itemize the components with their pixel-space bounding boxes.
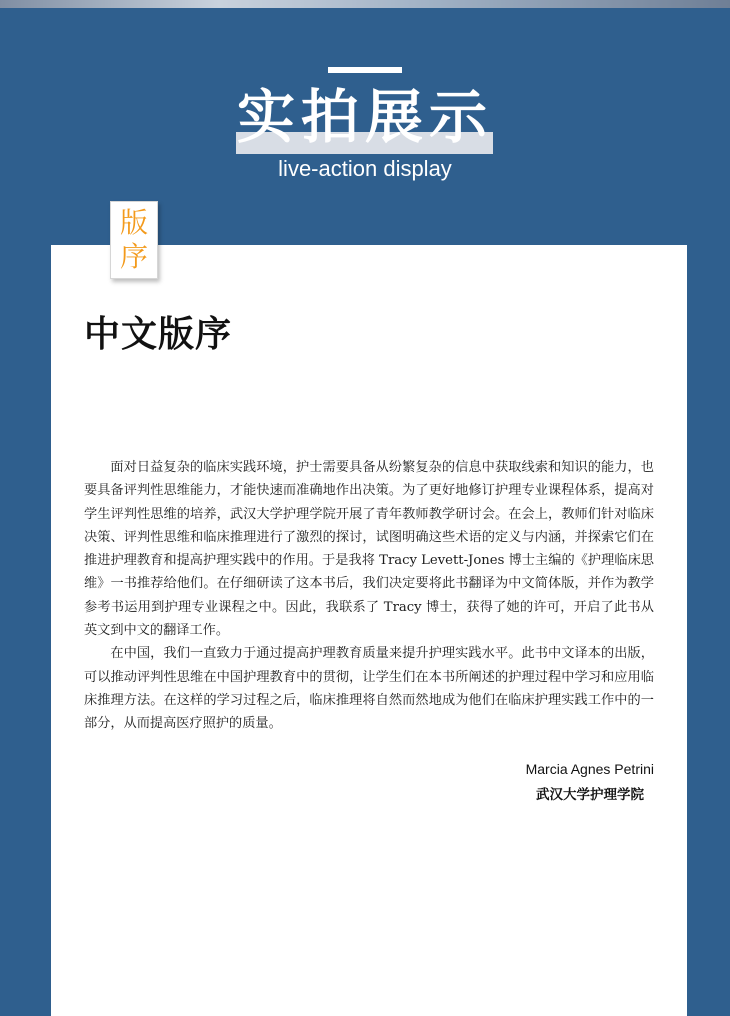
header-accent-bar	[328, 67, 402, 73]
section-tab-line2: 序	[119, 240, 148, 273]
document-body	[84, 456, 654, 736]
page-title: 实拍展示	[236, 83, 493, 151]
signature-name: Marcia Agnes Petrini	[525, 761, 654, 777]
page-subtitle: live-action display	[278, 156, 452, 181]
section-tab-line1: 版	[119, 206, 148, 239]
top-decorative-strip	[0, 0, 730, 8]
section-tab	[110, 201, 158, 279]
paragraph: 在中国，我们一直致力于通过提高护理教育质量来提升护理实践水平。此书中文译本的出版，可以推动评判性思维在中国护理教育中的贯彻，让学生们在本书所阐述的护理过程中学习和应用临床推理方法。在这样的学习过程之后，临床推理将自然而然地成为他们在临床护理实践工作中的一部分，从而提高医疗照护的质量。	[84, 646, 654, 732]
document-heading: 中文版序	[84, 313, 233, 355]
paragraph: 面对日益复杂的临床实践环境，护士需要具备从纷繁复杂的信息中获取线索和知识的能力，也要具备评判性思维能力，才能快速而准确地作出决策。为了更好地修订护理专业课程体系，提高对学生评判性思维的培养，武汉大学护理学院开展了青年教师教学研讨会。在会上，教师们针对临床决策、评判性思维和临床推理进行了激烈的探讨，试图明确这些术语的定义与内涵，并探索它们在推进护理教育和提高护理实践中的作用。于是我将 Tracy Levett-Jones 博士主编的《护理临床思维》一书推荐给他们。在仔细研读了这本书后，我们决定要将此书翻译为中文简体版，并作为教学参考书运用到护理专业课程之中。因此，我联系了 Tracy 博士，获得了她的许可，开启了此书从英文到中文的翻译工作。	[84, 460, 654, 639]
signature-organization: 武汉大学护理学院	[536, 787, 644, 803]
